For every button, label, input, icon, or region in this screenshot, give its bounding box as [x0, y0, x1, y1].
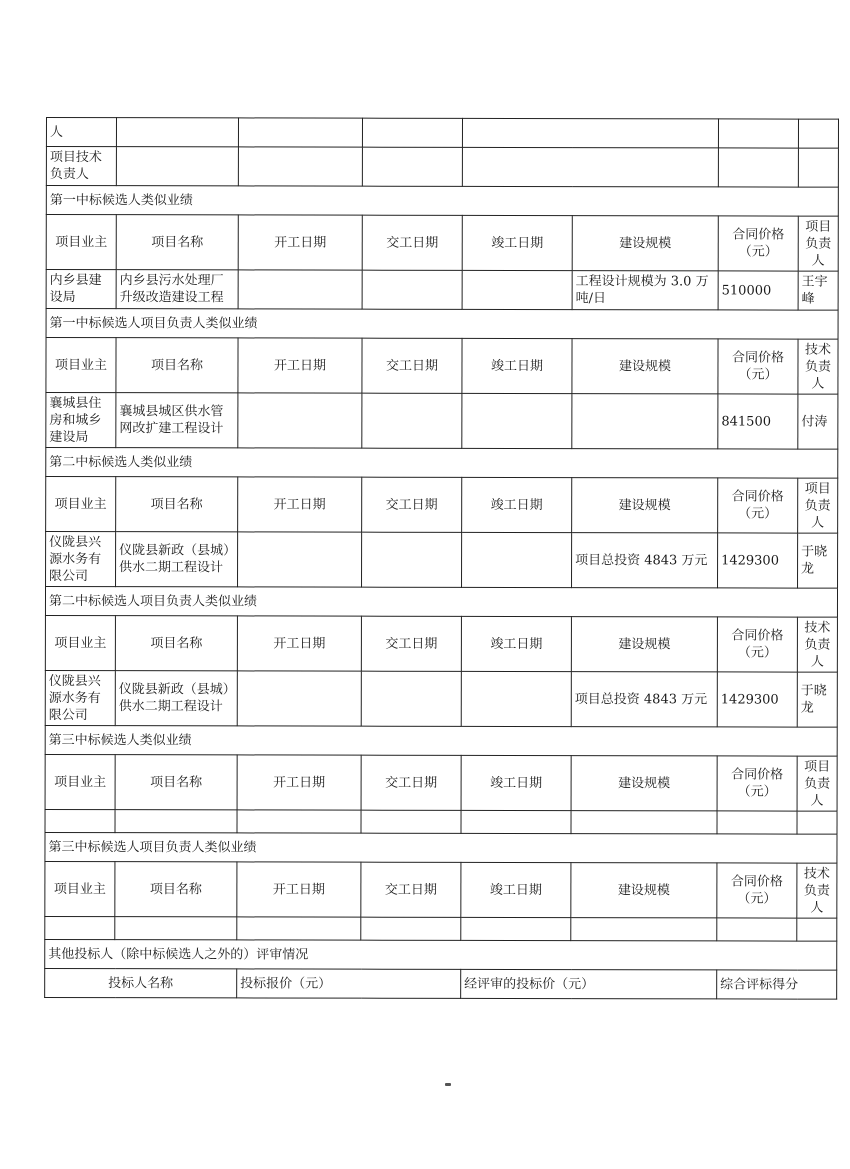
table-cell-start — [237, 671, 361, 726]
row-label: 项目技术负责人 — [46, 147, 116, 186]
table-cell-completion — [461, 671, 571, 726]
column-header: 技术负责人 — [797, 863, 837, 918]
table-cell-scale — [572, 394, 718, 449]
column-header: 竣工日期 — [461, 755, 571, 810]
column-header: 项目业主 — [46, 477, 116, 532]
section-header-row — [46, 215, 838, 272]
table-cell-handover — [362, 532, 462, 587]
section-title: 第三中标候选人类似业绩 — [45, 725, 837, 756]
column-header: 投标人名称 — [45, 968, 237, 997]
column-header: 交工日期 — [362, 215, 462, 270]
column-header: 交工日期 — [362, 338, 462, 393]
column-header: 项目业主 — [45, 615, 115, 670]
column-header: 开工日期 — [237, 862, 361, 917]
column-header: 项目名称 — [116, 215, 238, 270]
column-header: 投标报价（元） — [237, 969, 461, 998]
table-cell-completion — [462, 270, 572, 309]
column-header: 合同价格（元） — [718, 216, 798, 271]
section-header-row — [45, 754, 837, 811]
other-bidders-title-row — [45, 939, 837, 970]
column-header: 项目名称 — [116, 338, 238, 393]
table-cell-name: 襄城县城区供水管网改扩建工程设计 — [116, 393, 238, 448]
column-header: 竣工日期 — [462, 338, 572, 393]
section-title: 第一中标候选人类似业绩 — [46, 186, 838, 217]
table-cell-completion — [462, 393, 572, 448]
column-header: 合同价格（元） — [718, 339, 798, 394]
column-header: 项目业主 — [45, 861, 115, 916]
table-cell-owner: 内乡县建设局 — [46, 270, 116, 309]
table-cell-handover — [362, 393, 462, 448]
column-header: 交工日期 — [361, 755, 461, 810]
column-header: 综合评标得分 — [717, 970, 837, 999]
table-cell-start — [238, 393, 362, 448]
section-title-row — [45, 832, 837, 863]
scanned-document — [44, 117, 838, 1000]
table-cell-price: 1429300 — [717, 672, 797, 727]
column-header: 开工日期 — [238, 338, 362, 393]
column-header: 建设规模 — [571, 756, 717, 811]
table-row — [46, 532, 838, 589]
section-title-row — [45, 725, 837, 756]
column-header: 交工日期 — [361, 862, 461, 917]
column-header: 开工日期 — [238, 215, 362, 270]
table-cell-price: 1429300 — [718, 533, 798, 588]
table-cell-name: 仪陇县新政（县城）供水二期工程设计 — [116, 532, 238, 587]
section-title: 第二中标候选人类似业绩 — [46, 448, 838, 479]
column-header: 合同价格（元） — [717, 863, 797, 918]
column-header: 项目名称 — [115, 616, 237, 671]
row-label: 人 — [46, 118, 116, 147]
column-header: 开工日期 — [237, 616, 361, 671]
column-header: 项目业主 — [46, 215, 116, 270]
column-header: 项目名称 — [115, 755, 237, 810]
column-header: 交工日期 — [362, 477, 462, 532]
column-header: 项目负责人 — [798, 216, 838, 271]
table-cell-owner: 仪陇县兴源水务有限公司 — [45, 670, 115, 725]
column-header: 建设规模 — [572, 478, 718, 533]
column-header: 竣工日期 — [461, 862, 571, 917]
column-header: 合同价格（元） — [718, 478, 798, 533]
section-title-row — [46, 448, 838, 479]
table-cell-start — [238, 532, 362, 587]
section-header-row — [46, 338, 838, 395]
table-cell-owner: 襄城县住房和城乡建设局 — [46, 393, 116, 448]
column-header: 合同价格（元） — [717, 756, 797, 811]
column-header: 开工日期 — [237, 755, 361, 810]
top-row-person — [46, 118, 838, 149]
table-cell-handover — [361, 671, 461, 726]
table-row — [46, 393, 838, 450]
column-header: 竣工日期 — [462, 215, 572, 270]
column-header: 项目业主 — [46, 338, 116, 393]
table-cell-scale: 项目总投资 4843 万元 — [571, 672, 717, 727]
section-title: 第三中标候选人项目负责人类似业绩 — [45, 832, 837, 863]
section-title: 其他投标人（除中标候选人之外的）评审情况 — [45, 939, 837, 970]
table-cell-person: 付涛 — [798, 394, 838, 449]
section-title: 第二中标候选人项目负责人类似业绩 — [45, 587, 837, 618]
column-header: 合同价格（元） — [717, 617, 797, 672]
column-header: 项目负责人 — [798, 478, 838, 533]
table-cell-price: 510000 — [718, 271, 798, 310]
column-header: 经评审的投标价（元） — [461, 969, 717, 999]
column-header: 开工日期 — [238, 477, 362, 532]
section-title-row — [45, 587, 837, 618]
column-header: 建设规模 — [571, 617, 717, 672]
section-title: 第一中标候选人项目负责人类似业绩 — [46, 309, 838, 340]
table-cell-person: 王宇峰 — [798, 271, 838, 310]
other-bidders-header-row — [45, 968, 837, 999]
bid-result-table — [44, 117, 839, 1000]
section-header-row — [45, 861, 837, 918]
section-title-row — [46, 309, 838, 340]
column-header: 竣工日期 — [462, 477, 572, 532]
column-header: 建设规模 — [572, 216, 718, 271]
performance-sections — [45, 186, 839, 942]
table-cell-completion — [462, 532, 572, 587]
column-header: 交工日期 — [361, 616, 461, 671]
table-row — [45, 670, 837, 727]
scan-speck — [445, 1083, 451, 1086]
top-row-tech-lead — [46, 147, 838, 188]
column-header: 项目名称 — [115, 862, 237, 917]
column-header: 竣工日期 — [461, 616, 571, 671]
section-header-row — [46, 477, 838, 534]
column-header: 建设规模 — [572, 339, 718, 394]
table-cell-owner: 仪陇县兴源水务有限公司 — [46, 532, 116, 587]
section-title-row — [46, 186, 838, 217]
column-header: 建设规模 — [571, 863, 717, 918]
table-row-empty — [45, 916, 837, 941]
table-cell-start — [238, 270, 362, 309]
table-cell-person: 于晓龙 — [797, 672, 837, 727]
column-header: 技术负责人 — [798, 339, 838, 394]
column-header: 项目名称 — [116, 477, 238, 532]
table-cell-person: 于晓龙 — [798, 533, 838, 588]
table-cell-price: 841500 — [718, 394, 798, 449]
column-header: 项目业主 — [45, 754, 115, 809]
table-row-empty — [45, 809, 837, 834]
table-cell-scale: 项目总投资 4843 万元 — [572, 533, 718, 588]
table-cell-scale: 工程设计规模为 3.0 万吨/日 — [572, 271, 718, 310]
table-cell-name: 内乡县污水处理厂升级改造建设工程 — [116, 270, 238, 309]
table-cell-handover — [362, 270, 462, 309]
section-header-row — [45, 615, 837, 672]
table-row — [46, 270, 838, 311]
column-header: 项目负责人 — [797, 756, 837, 811]
column-header: 技术负责人 — [797, 617, 837, 672]
table-cell-name: 仪陇县新政（县城）供水二期工程设计 — [115, 671, 237, 726]
